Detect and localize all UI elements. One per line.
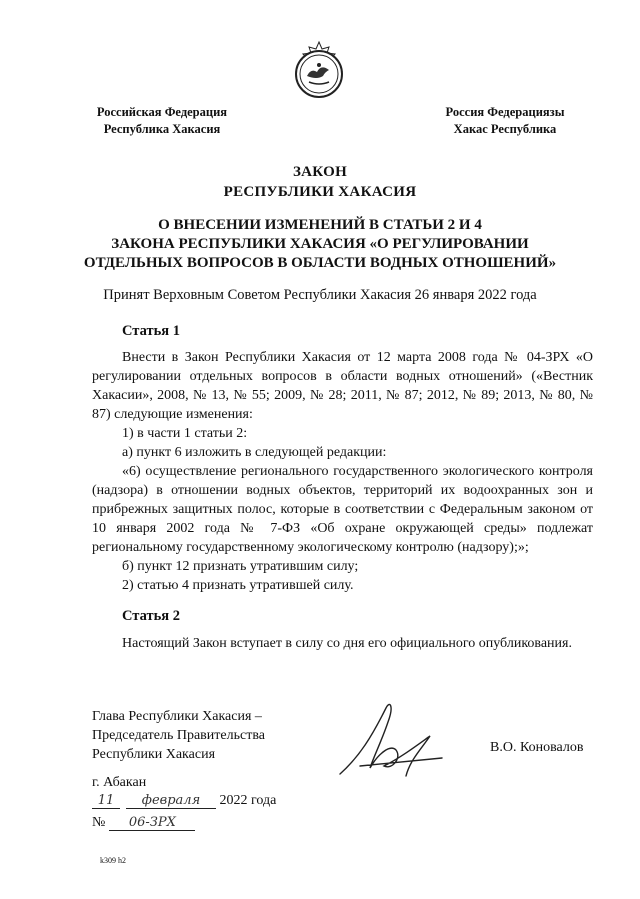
header-left-line-1: Российская Федерация xyxy=(96,105,228,119)
adoption-note: Принят Верховным Советом Республики Хакасия 26 января 2022 года xyxy=(103,287,537,303)
law-subtitle xyxy=(60,216,580,273)
number-prefix: № xyxy=(92,815,106,830)
handwritten-day: 11 xyxy=(92,793,120,809)
date-year: 2022 года xyxy=(219,793,277,808)
law-title-line-1: ЗАКОН xyxy=(292,164,348,180)
handwritten-month: февраля xyxy=(126,793,216,809)
article-2-heading: Статья 2 xyxy=(122,608,180,624)
article-1-paragraph: «6) осуществление регионального государственного экологического контроля (надзора) в отношении водных объектов, территорий их водоохранных зон и прибрежных защитных полос, которые в соответствии с Федеральным законом от 10 января 2002 года № 7-ФЗ «Об охране окружающей среды» подлежат региональному государственному экологическому контролю (надзору);»; xyxy=(92,464,593,555)
law-title-line-2: РЕСПУБЛИКИ ХАКАСИЯ xyxy=(223,184,417,200)
signatory-title-line-3: Республики Хакасия xyxy=(92,747,216,762)
handwritten-signature xyxy=(330,696,450,788)
header-right-line-2: Хакас Республика xyxy=(453,122,557,136)
law-subtitle-line-3: ОТДЕЛЬНЫХ ВОПРОСОВ В ОБЛАСТИ ВОДНЫХ ОТНОШЕНИЙ» xyxy=(83,255,557,271)
place-of-signing: г. Абакан xyxy=(92,775,147,790)
signatory-title xyxy=(92,707,312,764)
law-number xyxy=(92,815,195,831)
signatory-title-line-2: Председатель Правительства xyxy=(92,728,265,743)
law-subtitle-line-1: О ВНЕСЕНИИ ИЗМЕНЕНИЙ В СТАТЬИ 2 И 4 xyxy=(158,217,482,233)
article-1-body xyxy=(92,348,593,595)
signatory-title-line-1: Глава Республики Хакасия – xyxy=(92,709,262,724)
article-1-heading: Статья 1 xyxy=(122,323,180,339)
header-right-line-1: Россия Федерациязы xyxy=(445,105,565,119)
signing-date xyxy=(92,793,276,809)
emblem-logo xyxy=(291,40,347,104)
handwritten-number: 06-ЗРХ xyxy=(109,815,195,831)
header-left xyxy=(92,104,232,138)
article-1-paragraph: Внести в Закон Республики Хакасия от 12 марта 2008 года № 04-ЗРХ «О регулировании отдельных вопросов в области водных отношений» («Вестник Хакасии», 2008, № 13, № 55; 2009, № 28; 2011, № 87; 2012, № 89; 2013, № 80, № 87) следующие изменения: xyxy=(92,350,593,422)
footer-code: k309 h2 xyxy=(100,856,126,865)
signatory-name: В.О. Коновалов xyxy=(490,740,584,755)
article-1-paragraph: а) пункт 6 изложить в следующей редакции: xyxy=(122,445,387,460)
article-2-text: Настоящий Закон вступает в силу со дня его официального опубликования. xyxy=(122,636,572,651)
article-1-paragraph: 1) в части 1 статьи 2: xyxy=(122,426,248,441)
law-title xyxy=(0,162,640,202)
article-1-paragraph: б) пункт 12 признать утратившим силу; xyxy=(122,559,359,574)
header-left-line-2: Республика Хакасия xyxy=(103,122,221,136)
header-right xyxy=(435,104,575,138)
law-subtitle-line-2: ЗАКОНА РЕСПУБЛИКИ ХАКАСИЯ «О РЕГУЛИРОВАНИИ xyxy=(111,236,529,252)
article-1-paragraph: 2) статью 4 признать утратившей силу. xyxy=(122,578,354,593)
